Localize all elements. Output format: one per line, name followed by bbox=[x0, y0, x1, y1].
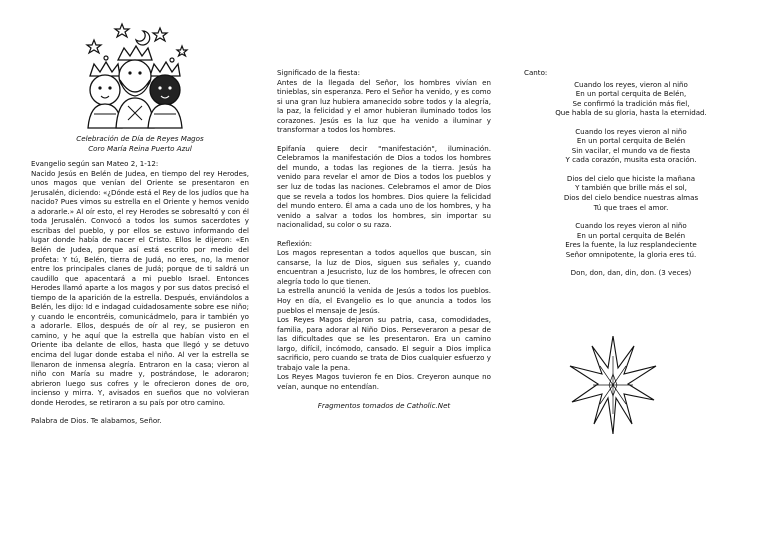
stanza-line: Y también que brille más el sol, bbox=[575, 183, 687, 193]
stanza-line: Sin vacilar, el mundo va de fiesta bbox=[571, 145, 691, 155]
stanza-3 bbox=[524, 174, 738, 212]
stanza-line: Tú que traes el amor. bbox=[593, 202, 669, 212]
stanza-line: Eres la fuente, la luz resplandeciente bbox=[565, 240, 697, 250]
stanza-line: Que habla de su gloria, hasta la eternidad. bbox=[555, 108, 707, 118]
stanza-line: Señor omnipotente, la gloria eres tú. bbox=[565, 249, 697, 259]
gospel-text: Nacido Jesús en Belén de Judea, en tiempo del rey Herodes, unos magos que venían del Oriente se presentaron en Jerusalén, diciendo: «¿Dónde está el Rey de los judíos que ha nacido? Pues vimos su estrella en el Oriente y hemos venido a adorarle.» Al oír esto, el rey Herodes se sobresaltó y con él toda Jerusalén. Convocó a todos los sumos sacerdotes y escribas del pueblo, y por ellos se estuvo informando del lugar donde había de nacer el Cristo. Ellos le dijeron: «En Belén de Judea, porque así está escrito por medio del profeta: Y tú, Belén, tierra de Judá, no eres, no, la menor entre los principales clanes de Judá; porque de ti saldrá un caudillo que apacentará a mi pueblo Israel. Entonces Herodes llamó aparte a los magos y por sus datos precisó el tiempo de la aparición de la estrella. Después, enviándolos a Belén, les dijo: Id e indagad cuidadosamente sobre ese niño; y cuando le encontréis, comunicádmelo, para ir también yo a adorarle. Ellos, después de oír al rey, se pusieron en camino, y he aquí que la estrella que habían visto en el Oriente iba delante de ellos, hasta que llegó y se detuvo encima del lugar donde estaba el niño. Al ver la estrella se llenaron de inmensa alegría. Entraron en la casa; vieron al niño con María su madre y, postrándose, le adoraron; abrieron luego sus cofres y le ofrecieron dones de oro, incienso y mirra. Y, avisados en sueños que no volvieran donde Herodes, se retiraron a su país por otro camino. bbox=[31, 168, 250, 407]
gospel-closing: Palabra de Dios. Te alabamos, Señor. bbox=[31, 416, 162, 426]
stanza-line: Cuando los reyes vieron al niño bbox=[575, 221, 687, 231]
reflexion-title: Reflexión: bbox=[277, 238, 313, 248]
caption-line-1: Celebración de Día de Reyes Magos bbox=[76, 134, 204, 143]
significado-text: Antes de la llegada del Señor, los hombres vivían en tinieblas, sin esperanza. Pero el Señor ha venido, y es como si una gran luz hubiera amanecido sobre todos y la alegría, la paz, la felicidad y el amor hubieran iluminado todos los corazones. Jesús es la luz que ha venido a iluminar y transformar a todos los hombres. bbox=[277, 77, 491, 135]
column-canto bbox=[524, 68, 738, 278]
stanza-4 bbox=[524, 221, 738, 259]
stanza-line: En un portal cerquita de Belén bbox=[576, 136, 686, 146]
column-significado bbox=[277, 68, 491, 410]
stanza-line: Dios del cielo que hiciste la mañana bbox=[566, 173, 696, 183]
refrain: Don, don, dan, din, don. (3 veces) bbox=[570, 268, 692, 278]
stanza-2 bbox=[524, 127, 738, 165]
significado-title: Significado de la fiesta: bbox=[277, 68, 360, 77]
column-gospel bbox=[31, 134, 249, 426]
stanza-line: Cuando los reyes, vieron al niño bbox=[574, 79, 688, 89]
star-of-bethlehem-icon bbox=[568, 336, 658, 434]
stanza-1 bbox=[524, 80, 738, 118]
three-kings-illustration-icon bbox=[80, 18, 190, 130]
gospel-reference: Evangelio según san Mateo 2, 1-12: bbox=[31, 159, 159, 169]
canto-title: Canto: bbox=[524, 68, 548, 77]
reflexion-text: Los magos representan a todos aquellos que buscan, sin cansarse, la luz de Dios, siguen sus señales y, cuando encuentran a Jesucristo, luz de los hombres, le ofrecen con alegría todo lo que tienen. La estrella anunció la venida de Jesús a todos los pueblos. Hoy en día, el Evangelio es lo que anuncia a todos los pueblos el mensaje de Jesús. Los Reyes Magos dejaron su patria, casa, comodidades, familia, para adorar al Niño Dios. Perseveraron a pesar de las dificultades que se les presentaron. Era un camino largo, difícil, incómodo, cansado. El seguir a Dios implica sacrificio, pero cuando se trata de Dios cualquier esfuerzo y trabajo vale la pena. Los Reyes Magos tuvieron fe en Dios. Creyeron aunque no veían, aunque no entendían. bbox=[277, 248, 491, 391]
source-credit: Fragmentos tomados de Catholic.Net bbox=[317, 400, 451, 410]
stanza-line: Y cada corazón, musita esta oración. bbox=[565, 155, 697, 165]
caption-line-2: Coro María Reina Puerto Azul bbox=[88, 143, 192, 153]
stanza-line: En un portal cerquita de Belén, bbox=[575, 89, 687, 99]
stanza-line: En un portal cerquita de Belén bbox=[576, 230, 686, 240]
stanza-line: Cuando los reyes vieron al niño bbox=[575, 126, 687, 136]
stanza-line: Dios del cielo bendice nuestras almas bbox=[563, 193, 699, 203]
stanza-line: Se confirmó la tradición más fiel, bbox=[572, 98, 690, 108]
epifania-text: Epifanía quiere decir "manifestación", iluminación. Celebramos la manifestación de Dios a todos los hombres del mundo, a todas las regiones de la tierra. Jesús ha venido para revelar el amor de Dios a todos los pueblos y ser luz de todas las naciones. Celebramos el amor de Dios que se revela a todos los hombres. Dios quiere la felicidad del mundo entero. Él ama a cada uno de los hombres, y ha venido a salvar a todos los hombres, sin importar su nacionalidad, su color o su raza. bbox=[277, 143, 491, 230]
